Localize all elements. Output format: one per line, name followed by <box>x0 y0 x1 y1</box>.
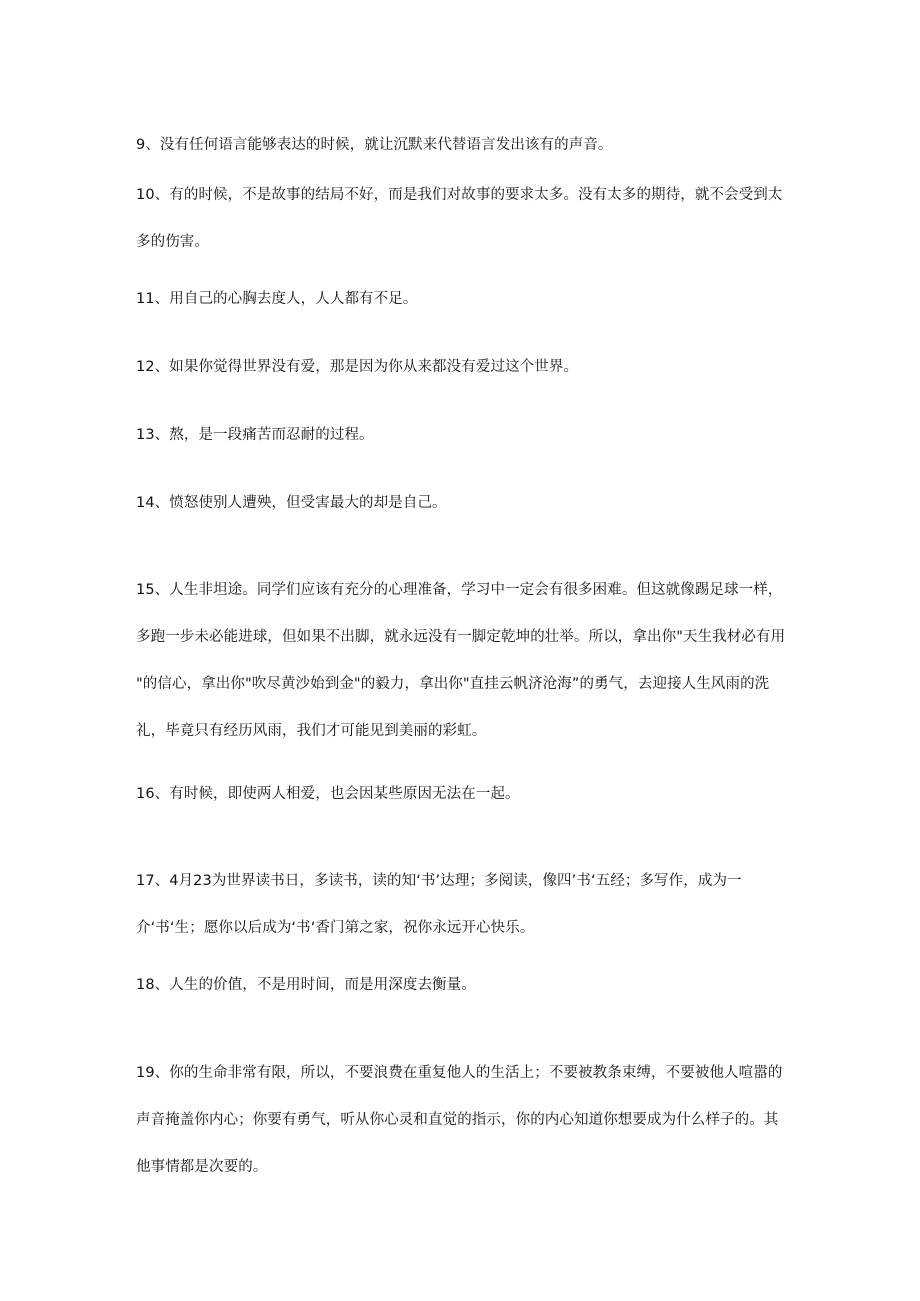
paragraph-13: 13、熬，是一段痛苦而忍耐的过程。 <box>136 427 374 443</box>
paragraph-11: 11、用自己的心胸去度人，人人都有不足。 <box>136 291 418 307</box>
paragraph-16: 16、有时候，即使两人相爱，也会因某些原因无法在一起。 <box>136 786 520 802</box>
paragraph-17: 17、4月23为世界读书日，多读书，读的知‘书’达理；多阅读，像四’书‘五经；多写作，成为一 介‘书‘生；愿你以后成为‘书‘香门第之家，祝你永远开心快乐。 <box>136 873 742 936</box>
paragraph-18: 18、人生的价值，不是用时间，而是用深度去衡量。 <box>136 977 476 993</box>
paragraph-10: 10、有的时候，不是故事的结局不好，而是我们对故事的要求太多。没有太多的期待，就不会受到太 多的伤害。 <box>136 187 783 250</box>
paragraph-14: 14、愤怒使别人遭殃，但受害最大的却是自己。 <box>136 495 447 511</box>
paragraph-12: 12、如果你觉得世界没有爱，那是因为你从来都没有爱过这个世界。 <box>136 359 579 375</box>
paragraph-19: 19、你的生命非常有限，所以，不要浪费在重复他人的生活上；不要被教条束缚，不要被他人喧嚣的 声音掩盖你内心；你要有勇气，听从你心灵和直觉的指示，你的内心知道你想要成为什么样子的。其 他事情都是次要的。 <box>136 1065 783 1175</box>
paragraph-15: 15、人生非坦途。同学们应该有充分的心理准备，学习中一定会有很多困难。但这就像踢足球一样， 多跑一步未必能进球，但如果不出脚，就永远没有一脚定乾坤的壮举。所以，拿出你"天生我材必有用 "的信心，拿出你"吹尽黄沙始到金"的毅力，拿出你"直挂云帆济沧海”的勇气，去迎接人生风雨的洗 礼，毕竟只有经历风雨，我们才可能见到美丽的彩虹。 <box>136 582 786 739</box>
paragraph-9: 9、没有任何语言能够表达的时候，就让沉默来代替语言发出该有的声音。 <box>136 137 613 153</box>
